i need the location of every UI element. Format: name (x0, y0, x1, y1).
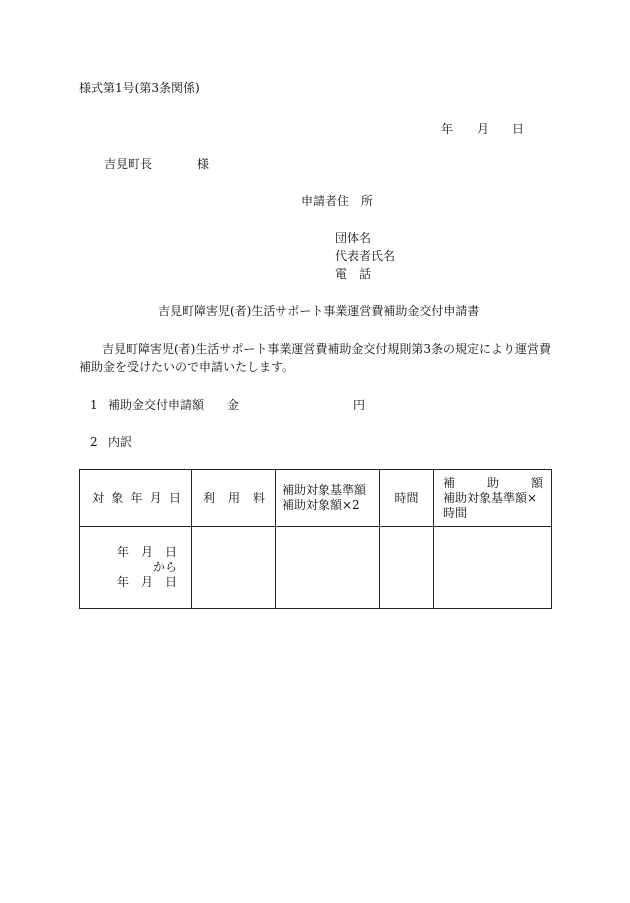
item1-amount-prefix: 金 (227, 398, 240, 412)
date-year-label: 年 (441, 122, 454, 136)
applicant-phone-label: 電 話 (335, 267, 372, 281)
addressee: 吉見町長 (104, 157, 153, 171)
form-number: 様式第1号(第3条関係) (79, 81, 200, 95)
header-subsidy-base-line2: 補助対象額×2 (282, 498, 360, 512)
header-usage-fee-char: 用 (227, 490, 240, 505)
cell-hours (380, 527, 434, 609)
item1-amount-unit: 円 (353, 398, 366, 412)
header-target-date-char: 対 (92, 490, 105, 505)
date-to: 年 月 日 (116, 575, 177, 589)
body-text-line-1: 吉見町障害児(者)生活サポート事業運営費補助金交付規則第3条の規定により運営費 (102, 342, 552, 356)
header-target-date-char: 月 (149, 490, 162, 505)
header-subsidy-amount-line3: 時間 (443, 505, 468, 520)
header-subsidy-amount-char: 助 (486, 475, 499, 490)
header-usage-fee-char: 料 (252, 490, 265, 505)
header-subsidy-amount-line2: 補助対象基準額× (443, 490, 538, 505)
header-target-date-char: 年 (130, 490, 143, 505)
applicant-address-label: 申請者住 所 (301, 194, 374, 208)
addressee-honorific: 様 (197, 157, 210, 171)
header-subsidy-base (276, 470, 380, 527)
breakdown-table (79, 469, 552, 609)
item1-label: 補助金交付申請額 (108, 398, 205, 412)
header-hours-label: 時間 (394, 490, 419, 505)
cell-subsidy-amount (434, 527, 552, 609)
header-hours (380, 470, 434, 527)
date-kara: から (152, 560, 177, 574)
applicant-representative-label: 代表者氏名 (335, 249, 396, 263)
date-from: 年 月 日 (116, 545, 177, 559)
body-text-line-2: 補助金を受けたいので申請いたします。 (79, 360, 295, 374)
header-subsidy-amount-char: 額 (530, 475, 543, 490)
applicant-group-name-label: 団体名 (335, 231, 372, 245)
header-target-date-char: 象 (111, 490, 124, 505)
header-usage-fee-char: 利 (203, 490, 216, 505)
item2-number: 2 (90, 435, 98, 449)
date-month-label: 月 (477, 122, 490, 136)
item2-label: 内訳 (108, 435, 133, 449)
cell-subsidy-base (276, 527, 380, 609)
header-subsidy-amount (434, 470, 552, 527)
header-subsidy-base-line1: 補助対象基準額 (282, 483, 367, 497)
item1-number: 1 (90, 398, 98, 412)
header-target-date-char: 日 (168, 490, 181, 505)
date-day-label: 日 (512, 122, 525, 136)
header-subsidy-amount-char: 補 (443, 475, 456, 490)
cell-target-date (80, 527, 192, 609)
cell-usage-fee (192, 527, 276, 609)
table-header-row (80, 470, 552, 527)
header-usage-fee (192, 470, 276, 527)
header-target-date (80, 470, 192, 527)
document-title: 吉見町障害児(者)生活サポート事業運営費補助金交付申請書 (158, 304, 480, 318)
table-row (80, 527, 552, 609)
